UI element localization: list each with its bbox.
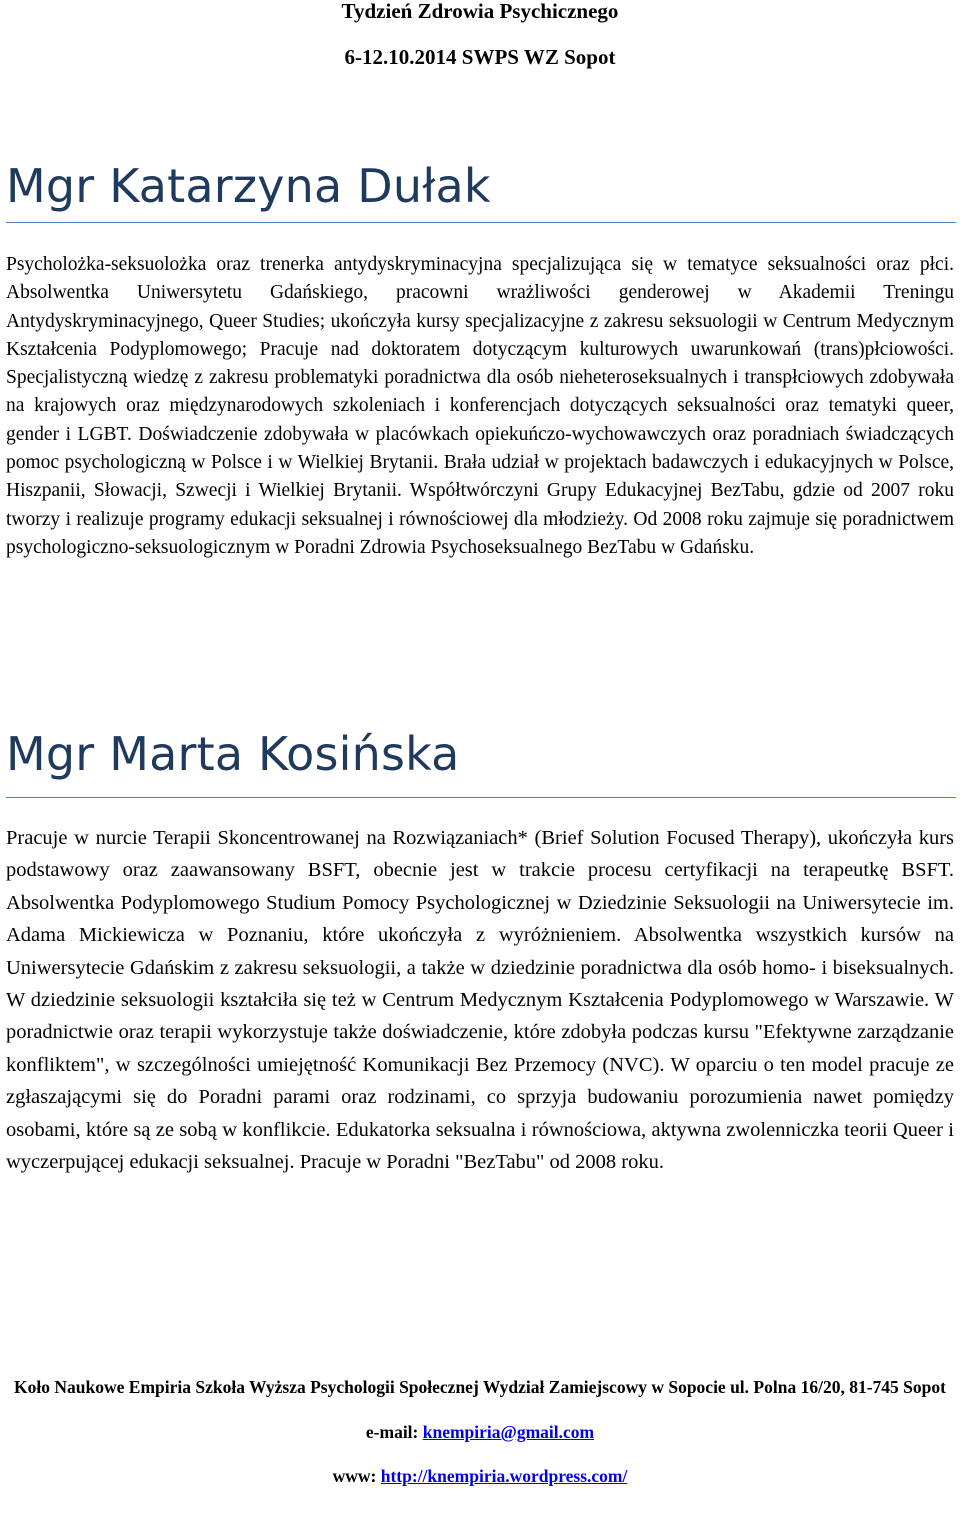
profile-bio: Pracuje w nurcie Terapii Skoncentrowanej na Rozwiązaniach* (Brief Solution Focused Therapy), ukończyła kurs podstawowy oraz zaawansowany BSFT, obecnie jest w trakcie procesu certyfikacji na terapeutkę BSFT. Absolwentka Podyplomowego Studium Pomocy Psychologicznej w Dziedzinie Seksuologii na Uniwersytecie im. Adama Mickiewicza w Poznaniu, które ukończyła z wyróżnieniem. Absolwentka wszystkich kursów na Uniwersytecie Gdańskim z zakresu seksuologii, a także w dziedzinie poradnictwa dla osób homo- i biseksualnych. W dziedzinie seksuologii kształciła się też w Centrum Medycznym Kształcenia Podyplomowego w Warszawie. W poradnictwie oraz terapii wykorzystuje także doświadczenie, które zdobyła podczas kursu "Efektywne zarządzanie konfliktem", w szczególności umiejętność Komunikacji Bez Przemocy (NVC). W oparciu o ten model pracuje ze zgłaszającymi się do Poradni parami oraz rodzinami, co sprzyja budowaniu porozumienia nawet pomiędzy osobami, które są ze sobą w konflikcie. Edukatorka seksualna i równościowa, aktywna zwolenniczka teorii Queer i wyczerpującej edukacji seksualnej. Pracuje w Poradni "BezTabu" od 2008 roku.: [6, 827, 954, 1174]
email-label: e-mail:: [365, 1422, 419, 1442]
heading-underline: [6, 222, 956, 223]
heading-underline: [6, 797, 956, 798]
profile-name: Mgr Marta Kosińska: [6, 727, 460, 781]
email-link[interactable]: knempiria@gmail.com: [422, 1422, 595, 1442]
website-link[interactable]: http://knempiria.wordpress.com/: [380, 1466, 628, 1486]
page-footer: [0, 1375, 960, 1488]
event-title: Tydzień Zdrowia Psychicznego: [341, 0, 619, 23]
institution-address: Koło Naukowe Empiria Szkoła Wyższa Psychologii Społecznej Wydział Zamiejscowy w Sopocie ul. Polna 16/20, 81-745 Sopot: [14, 1377, 946, 1397]
website-line: [0, 1464, 960, 1488]
email-line: [0, 1420, 960, 1444]
event-dates: 6-12.10.2014 SWPS WZ Sopot: [344, 45, 616, 69]
website-label: www:: [332, 1466, 377, 1486]
profile-name: Mgr Katarzyna Dułak: [6, 159, 491, 213]
profile-bio: Psycholożka-seksuolożka oraz trenerka antydyskryminacyjna specjalizująca się w tematyce seksualności oraz płci. Absolwentka Uniwersytetu Gdańskiego, pracowni wrażliwości genderowej w Akademii Treningu Antydyskryminacyjnego, Queer Studies; ukończyła kursy specjalizacyjne z zakresu seksuologii w Centrum Medycznym Kształcenia Podyplomowego; Pracuje nad doktoratem dotyczącym kulturowych uwarunkowań (trans)płciowości. Specjalistyczną wiedzę z zakresu problematyki poradnictwa dla osób nieheteroseksualnych i transpłciowych zdobywała na krajowych oraz międzynarodowych szkoleniach i konferencjach dotyczących seksualności oraz tematyki queer, gender i LGBT. Doświadczenie zdobywała w placówkach opiekuńczo-wychowawczych oraz poradniach świadczących pomoc psychologiczną w Polsce i w Wielkiej Brytanii. Brała udział w projektach badawczych i edukacyjnych w Polsce, Hiszpanii, Słowacji, Szwecji i Wielkiej Brytanii. Współtwórczyni Grupy Edukacyjnej BezTabu, gdzie od 2007 roku tworzy i realizuje programy edukacji seksualnej i równościowej dla młodzieży. Od 2008 roku zajmuje się poradnictwem psychologiczno-seksuologicznym w Poradni Zdrowia Psychoseksualnego BezTabu w Gdańsku.: [6, 254, 954, 558]
